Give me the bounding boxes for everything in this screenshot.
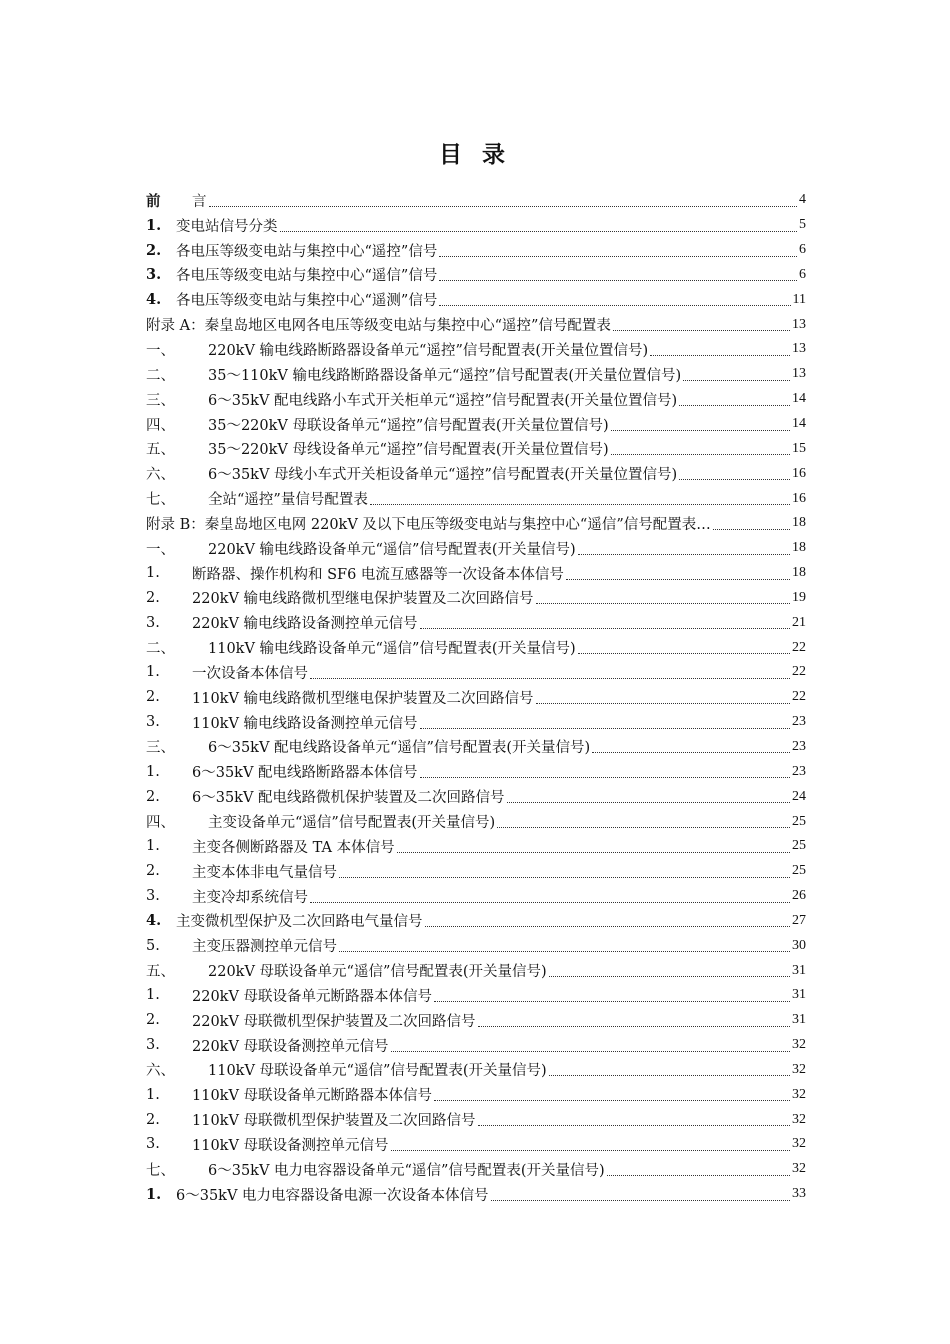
- toc-entry-number: 1.: [146, 565, 160, 582]
- toc-entry-title: 220kV 输电线路设备单元“遥信”信号配置表(开关量信号): [208, 541, 576, 558]
- toc-leader-dots: [339, 877, 790, 878]
- toc-page-number: 30: [792, 937, 806, 953]
- toc-entry-title: 35～220kV 母联设备单元“遥控”信号配置表(开关量位置信号): [208, 417, 609, 434]
- toc-entry-title: 6～35kV 电力电容器设备电源一次设备本体信号: [176, 1187, 489, 1204]
- toc-entry-title: 主变各侧断路器及 TA 本体信号: [192, 839, 395, 856]
- toc-page-number: 32: [792, 1037, 806, 1053]
- toc-page-number: 13: [792, 366, 806, 382]
- toc-entry[interactable]: [146, 1157, 806, 1182]
- toc-entry-number: 1.: [146, 838, 160, 855]
- toc-entry-title: 各电压等级变电站与集控中心“遥信”信号: [176, 268, 438, 285]
- toc-entry[interactable]: [146, 412, 806, 437]
- toc-entry[interactable]: [146, 511, 806, 536]
- toc-entry-number: 1.: [146, 664, 160, 681]
- toc-page-number: 25: [792, 863, 806, 879]
- toc-entry-number: 2.: [146, 1012, 160, 1029]
- toc-page-number: 25: [792, 813, 806, 829]
- toc-page-number: 18: [792, 565, 806, 581]
- toc-page-number: 33: [792, 1186, 806, 1202]
- toc-page-number: 23: [792, 738, 806, 754]
- toc-entry-title: 220kV 母联设备单元“遥信”信号配置表(开关量信号): [208, 964, 547, 981]
- toc-leader-dots: [566, 579, 790, 580]
- toc-page-number: 21: [792, 614, 806, 630]
- toc-entry[interactable]: [146, 486, 806, 511]
- toc-entry-number: 2.: [146, 689, 160, 706]
- toc-page-number: 31: [792, 987, 806, 1003]
- toc-entry-title: 主变微机型保护及二次回路电气量信号: [176, 914, 423, 931]
- toc-entry-number: 3.: [146, 714, 160, 731]
- toc-entry-number: 一、: [146, 342, 175, 359]
- toc-entry-title: 110kV 输电线路设备单元“遥信”信号配置表(开关量信号): [208, 641, 576, 658]
- toc-leader-dots: [439, 280, 797, 281]
- toc-entry[interactable]: [146, 685, 806, 710]
- toc-entry-title: 6～35kV 配电线路设备单元“遥信”信号配置表(开关量信号): [208, 740, 591, 757]
- toc-entry-title: 言: [192, 193, 207, 210]
- toc-page-number: 5: [799, 217, 806, 233]
- toc-entry-number: 六、: [146, 467, 175, 484]
- toc-page-number: 32: [792, 1136, 806, 1152]
- toc-entry-number: 4.: [146, 291, 162, 309]
- toc-title: 目 录: [438, 141, 511, 168]
- toc-entry[interactable]: [146, 660, 806, 685]
- toc-entry[interactable]: [146, 1082, 806, 1107]
- toc-entry-title: 6～35kV 配电线路微机保护装置及二次回路信号: [192, 790, 505, 807]
- toc-page-number: 13: [792, 316, 806, 332]
- toc-leader-dots: [391, 1150, 790, 1151]
- toc-page-number: 15: [792, 440, 806, 456]
- toc-page-number: 32: [792, 1111, 806, 1127]
- toc-entry-title: 35～110kV 输电线路断路器设备单元“遥控”信号配置表(开关量位置信号): [208, 367, 682, 384]
- toc-page-number: 27: [792, 912, 806, 928]
- toc-page-number: 22: [792, 689, 806, 705]
- toc-entry-title: 全站“遥控”量信号配置表: [208, 492, 368, 509]
- toc-page-number: 31: [792, 1012, 806, 1028]
- toc-entry[interactable]: [146, 834, 806, 859]
- toc-entry-title: 附录 B：秦皇岛地区电网 220kV 及以下电压等级变电站与集控中心“遥信”信号配置表…: [146, 516, 711, 533]
- toc-leader-dots: [478, 1125, 790, 1126]
- toc-entry-number: 三、: [146, 392, 175, 409]
- toc-entry-number: 3.: [146, 1037, 160, 1054]
- toc-entry[interactable]: [146, 809, 806, 834]
- toc-entry-number: 四、: [146, 815, 175, 832]
- toc-leader-dots: [310, 678, 790, 679]
- toc-entry-title: 6～35kV 电力电容器设备单元“遥信”信号配置表(开关量信号): [208, 1162, 605, 1179]
- toc-entry-title: 主变设备单元“遥信”信号配置表(开关量信号): [208, 815, 496, 832]
- toc-leader-dots: [370, 504, 790, 505]
- toc-entry[interactable]: [146, 586, 806, 611]
- toc-entry-number: 1.: [146, 763, 160, 780]
- toc-entry-title: 一次设备本体信号: [192, 665, 308, 682]
- toc-entry[interactable]: [146, 387, 806, 412]
- toc-leader-dots: [434, 1100, 790, 1101]
- toc-entry-title: 6～35kV 配电线路小车式开关柜单元“遥控”信号配置表(开关量位置信号): [208, 392, 678, 409]
- toc-entry-number: 二、: [146, 367, 175, 384]
- toc-leader-dots: [592, 752, 790, 753]
- toc-page-number: 23: [792, 714, 806, 730]
- toc-entry[interactable]: [146, 933, 806, 958]
- toc-entry-title: 220kV 输电线路设备测控单元信号: [192, 616, 418, 633]
- toc-entry[interactable]: [146, 436, 806, 461]
- toc-leader-dots: [507, 802, 790, 803]
- toc-leader-dots: [420, 628, 790, 629]
- toc-entry[interactable]: [146, 1107, 806, 1132]
- toc-leader-dots: [611, 454, 790, 455]
- toc-entry[interactable]: [146, 1008, 806, 1033]
- toc-leader-dots: [280, 231, 798, 232]
- toc-entry-title: 附录 A：秦皇岛地区电网各电压等级变电站与集控中心“遥控”信号配置表: [146, 318, 611, 335]
- toc-entry[interactable]: [146, 263, 806, 288]
- toc-page-number: 4: [799, 192, 806, 208]
- toc-entry-number: 3.: [146, 888, 160, 905]
- toc-leader-dots: [613, 330, 790, 331]
- toc-page-number: 32: [792, 1161, 806, 1177]
- toc-leader-dots: [491, 1200, 790, 1201]
- toc-page-number: 14: [792, 416, 806, 432]
- toc-entry[interactable]: [146, 561, 806, 586]
- toc-leader-dots: [339, 951, 790, 952]
- toc-entry[interactable]: [146, 337, 806, 362]
- toc-entry[interactable]: [146, 710, 806, 735]
- toc-leader-dots: [650, 355, 790, 356]
- toc-entry-title: 110kV 母联微机型保护装置及二次回路信号: [192, 1113, 476, 1130]
- toc-page-number: 6: [799, 242, 806, 258]
- toc-leader-dots: [439, 305, 790, 306]
- toc-entry-title: 220kV 母联微机型保护装置及二次回路信号: [192, 1013, 476, 1030]
- toc-entry-title: 断路器、操作机构和 SF6 电流互感器等一次设备本体信号: [192, 566, 564, 583]
- toc-entry-title: 35～220kV 母线设备单元“遥控”信号配置表(开关量位置信号): [208, 442, 609, 459]
- toc-entry-number: 三、: [146, 740, 175, 757]
- toc-entry[interactable]: [146, 312, 806, 337]
- toc-entry[interactable]: [146, 610, 806, 635]
- toc-entry-number: 前: [146, 192, 161, 210]
- toc-entry-title: 变电站信号分类: [176, 218, 278, 235]
- toc-leader-dots: [578, 653, 790, 654]
- toc-page-number: 14: [792, 391, 806, 407]
- toc-entry-title: 110kV 母联设备单元断路器本体信号: [192, 1088, 433, 1105]
- toc-entry[interactable]: [146, 735, 806, 760]
- toc-page-number: 23: [792, 763, 806, 779]
- toc-leader-dots: [578, 554, 790, 555]
- toc-page-number: 31: [792, 962, 806, 978]
- toc-page-number: 16: [792, 490, 806, 506]
- toc-leader-dots: [536, 703, 790, 704]
- toc-leader-dots: [310, 902, 790, 903]
- toc-leader-dots: [497, 827, 790, 828]
- toc-entry-number: 1.: [146, 1086, 160, 1103]
- toc-page-number: 22: [792, 639, 806, 655]
- toc-entry-title: 220kV 母联设备测控单元信号: [192, 1038, 389, 1055]
- table-of-contents: [146, 188, 806, 1207]
- toc-leader-dots: [536, 603, 790, 604]
- toc-leader-dots: [611, 430, 790, 431]
- toc-entry[interactable]: [146, 759, 806, 784]
- toc-entry-title: 110kV 输电线路设备测控单元信号: [192, 715, 418, 732]
- toc-entry-number: 四、: [146, 417, 175, 434]
- toc-entry-title: 110kV 输电线路微机型继电保护装置及二次回路信号: [192, 690, 534, 707]
- toc-entry[interactable]: [146, 461, 806, 486]
- toc-entry[interactable]: [146, 536, 806, 561]
- toc-entry-number: 二、: [146, 641, 175, 658]
- toc-entry-title: 110kV 母联设备测控单元信号: [192, 1137, 389, 1154]
- toc-page-number: 22: [792, 664, 806, 680]
- toc-page-number: 32: [792, 1061, 806, 1077]
- toc-entry-number: 2.: [146, 589, 160, 606]
- toc-leader-dots: [391, 1051, 790, 1052]
- toc-page-number: 16: [792, 465, 806, 481]
- toc-entry[interactable]: [146, 188, 806, 213]
- toc-page-number: 26: [792, 888, 806, 904]
- toc-entry-title: 各电压等级变电站与集控中心“遥测”信号: [176, 293, 438, 310]
- toc-entry-number: 七、: [146, 1162, 175, 1179]
- toc-entry-number: 五、: [146, 964, 175, 981]
- toc-entry[interactable]: [146, 635, 806, 660]
- toc-entry[interactable]: [146, 784, 806, 809]
- toc-leader-dots: [683, 380, 790, 381]
- toc-leader-dots: [434, 1001, 790, 1002]
- toc-entry[interactable]: [146, 287, 806, 312]
- toc-leader-dots: [397, 852, 790, 853]
- toc-entry-title: 主变冷却系统信号: [192, 889, 308, 906]
- toc-entry[interactable]: [146, 884, 806, 909]
- toc-leader-dots: [679, 405, 790, 406]
- toc-leader-dots: [420, 777, 790, 778]
- toc-entry[interactable]: [146, 1182, 806, 1207]
- toc-page-number: 25: [792, 838, 806, 854]
- toc-leader-dots: [420, 728, 790, 729]
- toc-page-number: 32: [792, 1086, 806, 1102]
- toc-page-number: 11: [792, 291, 806, 307]
- toc-entry-title: 220kV 母联设备单元断路器本体信号: [192, 988, 433, 1005]
- toc-entry-number: 1.: [146, 1185, 162, 1203]
- toc-entry-number: 一、: [146, 541, 175, 558]
- toc-leader-dots: [549, 976, 790, 977]
- toc-entry-number: 六、: [146, 1063, 175, 1080]
- toc-entry-number: 4.: [146, 912, 162, 930]
- toc-leader-dots: [679, 479, 790, 480]
- toc-entry-number: 2.: [146, 863, 160, 880]
- toc-entry[interactable]: [146, 958, 806, 983]
- toc-entry-title: 6～35kV 母线小车式开关柜设备单元“遥控”信号配置表(开关量位置信号): [208, 467, 678, 484]
- toc-entry[interactable]: [146, 983, 806, 1008]
- toc-entry-number: 2.: [146, 1111, 160, 1128]
- toc-leader-dots: [425, 926, 791, 927]
- toc-leader-dots: [607, 1175, 790, 1176]
- toc-entry-number: 五、: [146, 442, 175, 459]
- toc-page-number: 18: [792, 515, 806, 531]
- toc-entry-title: 6～35kV 配电线路断路器本体信号: [192, 765, 418, 782]
- toc-entry-number: 3.: [146, 266, 162, 284]
- toc-entry-title: 110kV 母联设备单元“遥信”信号配置表(开关量信号): [208, 1063, 547, 1080]
- toc-entry[interactable]: [146, 238, 806, 263]
- toc-entry[interactable]: [146, 1033, 806, 1058]
- toc-page-number: 19: [792, 589, 806, 605]
- toc-entry-number: 2.: [146, 241, 162, 259]
- toc-entry[interactable]: [146, 1132, 806, 1157]
- toc-entry[interactable]: [146, 1058, 806, 1083]
- toc-entry-number: 2.: [146, 788, 160, 805]
- toc-leader-dots: [209, 206, 798, 207]
- toc-entry-title: 主变本体非电气量信号: [192, 864, 337, 881]
- toc-page-number: 13: [792, 341, 806, 357]
- toc-page-number: 6: [799, 266, 806, 282]
- toc-entry-number: 1.: [146, 216, 162, 234]
- toc-page-number: 24: [792, 788, 806, 804]
- toc-entry-number: 七、: [146, 492, 175, 509]
- toc-entry-number: 3.: [146, 614, 160, 631]
- toc-entry[interactable]: [146, 859, 806, 884]
- toc-entry[interactable]: [146, 213, 806, 238]
- toc-page-number: 18: [792, 540, 806, 556]
- toc-leader-dots: [478, 1026, 790, 1027]
- toc-entry-number: 5.: [146, 937, 160, 954]
- toc-entry-title: 主变压器测控单元信号: [192, 939, 337, 956]
- toc-leader-dots: [713, 529, 790, 530]
- toc-entry-number: 1.: [146, 987, 160, 1004]
- toc-entry[interactable]: [146, 362, 806, 387]
- toc-entry-title: 220kV 输电线路微机型继电保护装置及二次回路信号: [192, 591, 534, 608]
- toc-entry[interactable]: [146, 908, 806, 933]
- toc-leader-dots: [439, 256, 797, 257]
- toc-entry-title: 220kV 输电线路断路器设备单元“遥控”信号配置表(开关量位置信号): [208, 342, 649, 359]
- toc-entry-title: 各电压等级变电站与集控中心“遥控”信号: [176, 243, 438, 260]
- toc-leader-dots: [549, 1075, 790, 1076]
- toc-entry-number: 3.: [146, 1136, 160, 1153]
